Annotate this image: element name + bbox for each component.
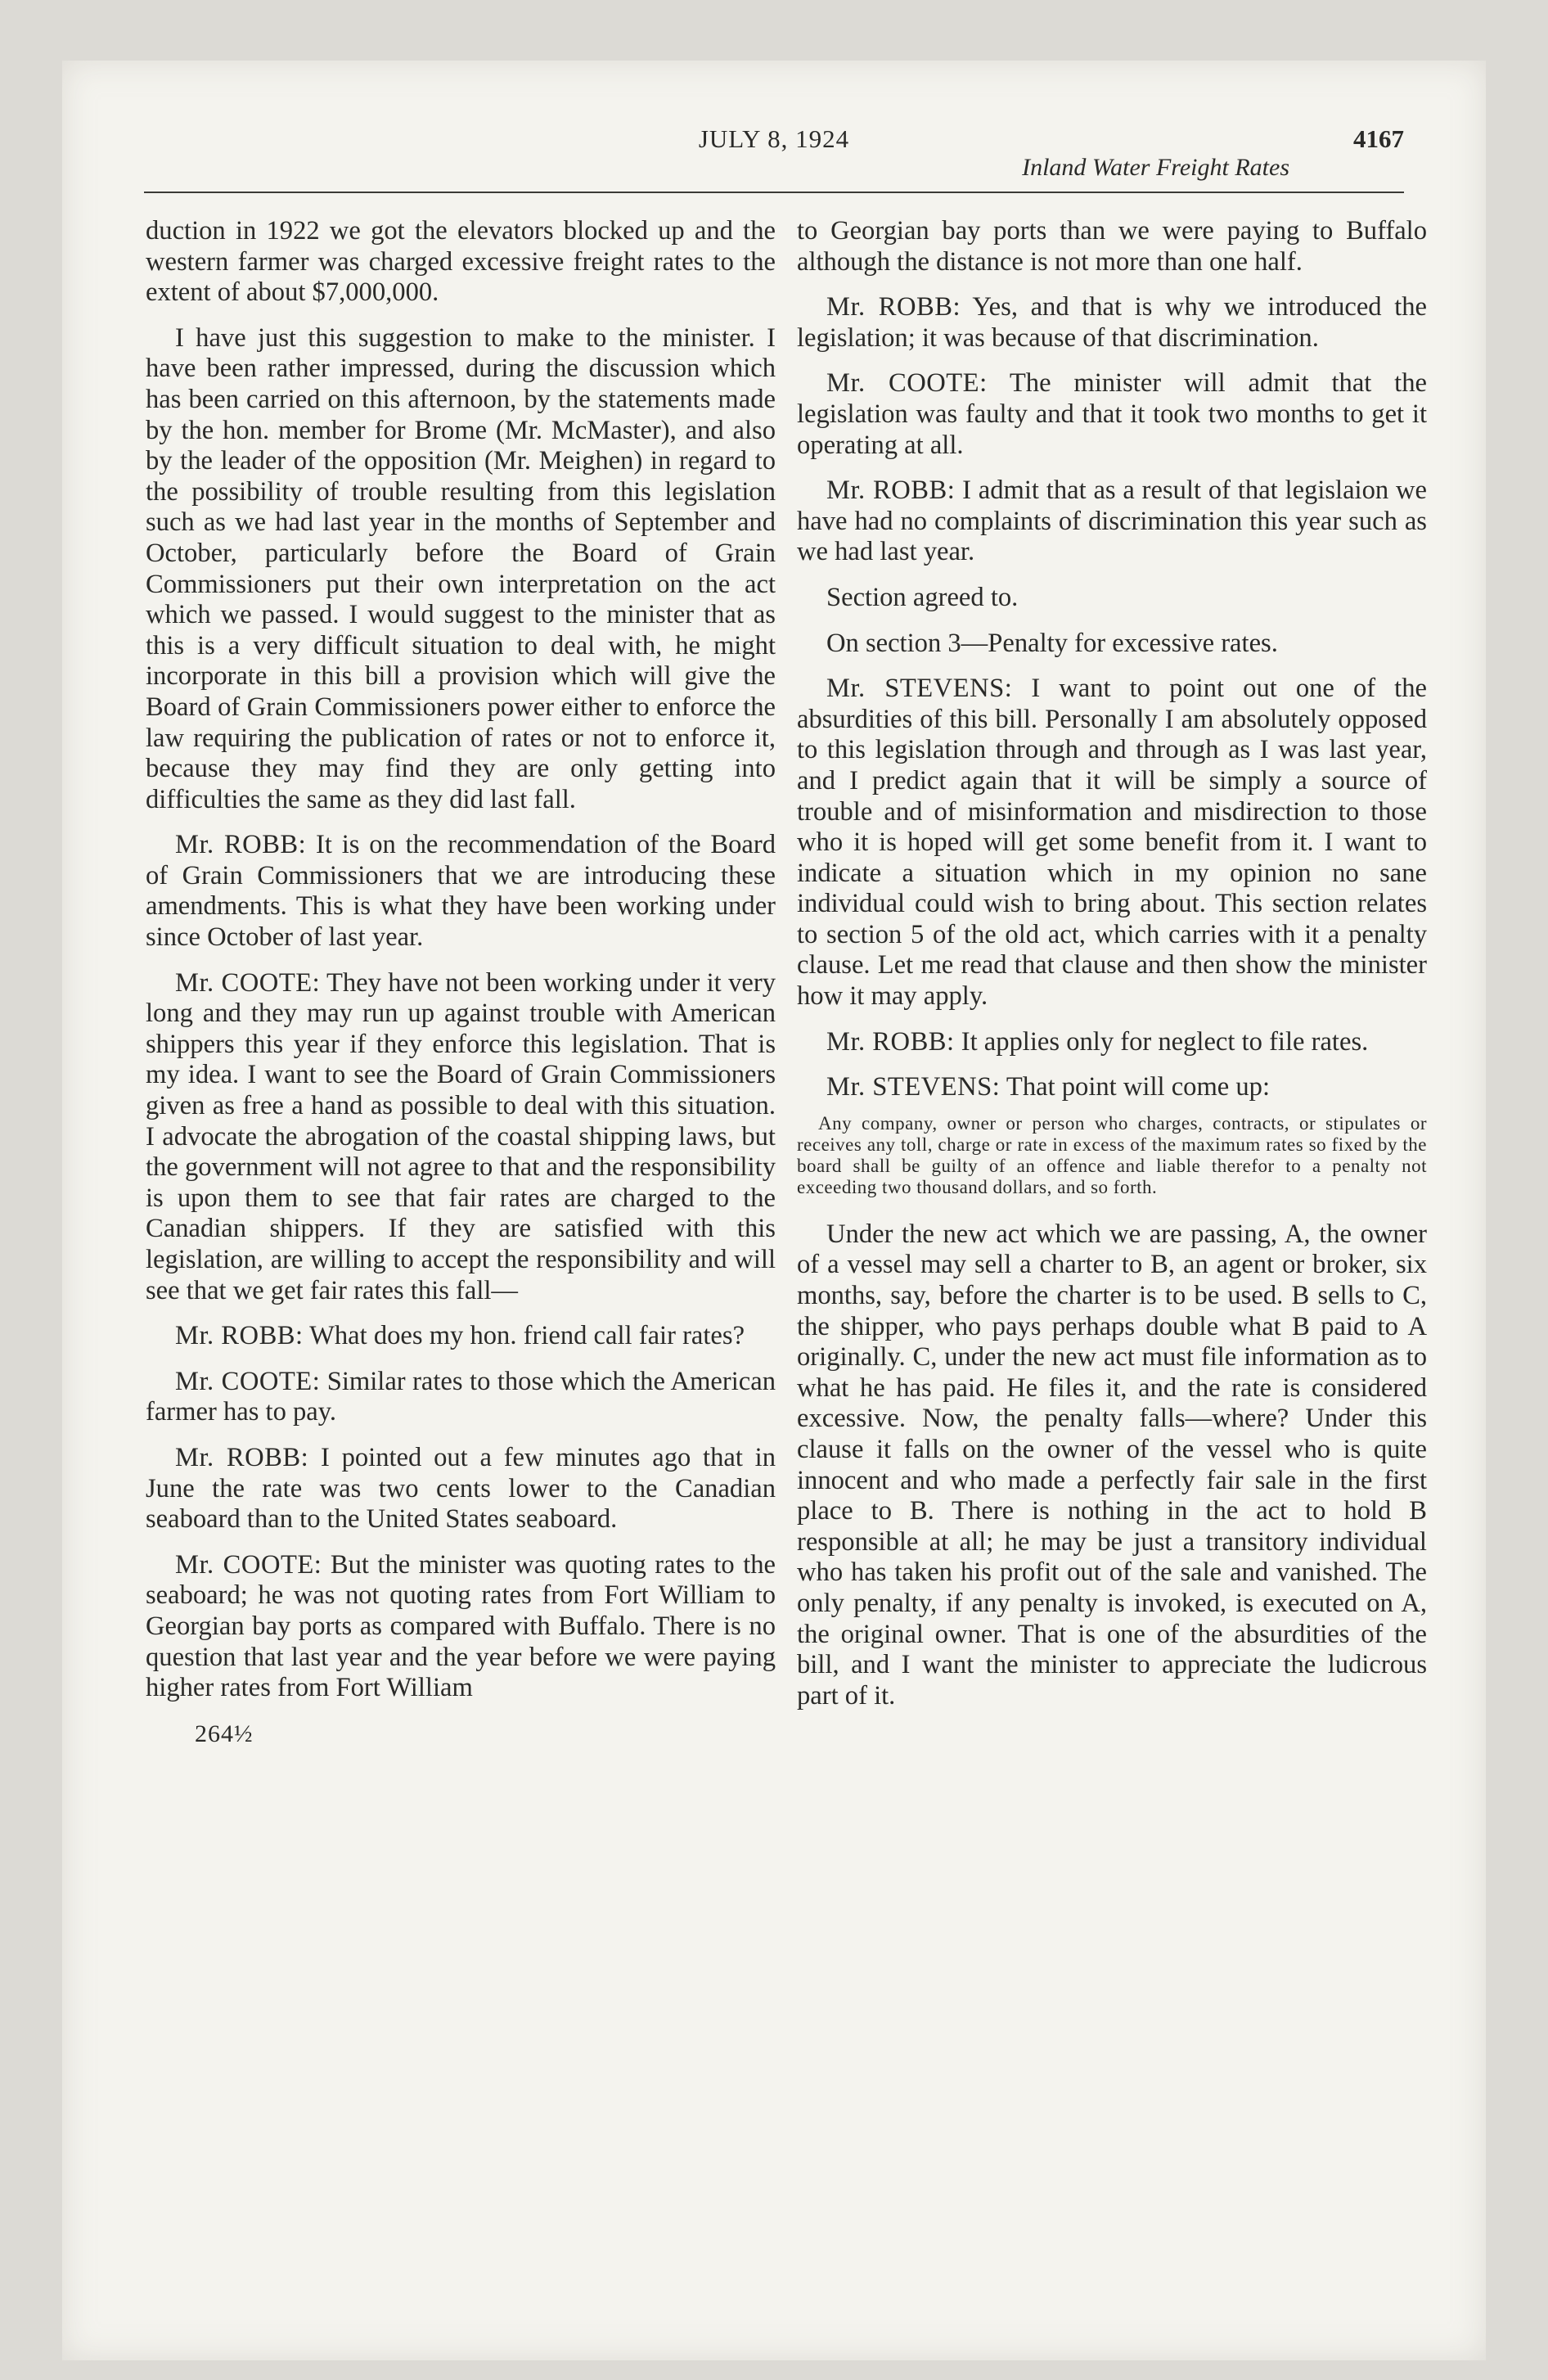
header-rule: [144, 192, 1404, 193]
speech-paragraph: [797, 674, 1427, 1012]
speech-text: It is on the recommendation of the Board of Grain Commissioners that we are introducing these amendments. This is what they have been working under since October of last year.: [146, 830, 776, 953]
speech-paragraph: [146, 1550, 776, 1704]
speech-paragraph: [797, 1027, 1427, 1058]
header-date: JULY 8, 1924: [698, 124, 850, 153]
header-section-title: Inland Water Freight Rates: [1022, 154, 1289, 181]
speech-paragraph: [146, 1443, 776, 1535]
speech-text: Similar rates to those which the American farmer has to pay.: [146, 1366, 776, 1427]
speech-paragraph: [797, 1072, 1427, 1103]
speaker-name: Mr. COOTE:: [175, 1366, 321, 1396]
header-page-number: 4167: [1353, 124, 1404, 153]
speech-paragraph: [797, 368, 1427, 461]
paragraph: duction in 1922 we got the elevators blocked up and the western farmer was charged excessive freight rates to the extent of about $7,000,000.: [146, 216, 776, 308]
speech-paragraph: [797, 292, 1427, 354]
speaker-name: Mr. ROBB:: [826, 292, 961, 322]
right-column: [797, 216, 1427, 1726]
speaker-name: Mr. ROBB:: [175, 830, 307, 860]
paragraph: Under the new act which we are passing, A, the owner of a vessel may sell a charter to B, an agent or broker, six months, say, before the charter is to be used. B sells to C, the shipper, who pays perhaps double what B paid to A originally. C, under the new act must file information as to what he has paid. He files it, and the rate is considered excessive. Now, the penalty falls—where? Under this clause it falls on the owner of the vessel who is quite innocent and who made a perfectly fair sale in the first place to B. There is nothing in the act to hold B responsible at all; he may be just a transitory individual who has taken his profit out of the sale and vanished. The only penalty, if any penalty is invoked, is executed on A, the original owner. That is one of the absurdities of the bill, and I want the minister to appreciate the ludicrous part of it.: [797, 1219, 1427, 1711]
speaker-name: Mr. ROBB:: [826, 1026, 955, 1057]
speech-text: They have not been working under it very long and they may run up against trouble with American shippers this year if they enforce this legislation. That is my idea. I want to see the Board of Grain Commissioners given as free a hand as possible to deal with this situation. I advocate the abrogation of the coastal shipping laws, but the government will not agree to that and the responsibility is upon them to see that fair rates are charged to the Canadian shippers. If they are satisfied with this legislation, are willing to accept the responsibility and will see that we get fair rates this fall—: [146, 967, 776, 1305]
document-page: [62, 61, 1486, 2360]
speaker-name: Mr. STEVENS:: [826, 1072, 1001, 1102]
left-column: [146, 216, 776, 1749]
speaker-name: Mr. COOTE:: [826, 368, 988, 399]
block-quote: Any company, owner or person who charges, contracts, or stipulates or receives any toll, charge or rate in excess of the maximum rates so fixed by the board shall be guilty of an offence and liable therefor to a penalty not exceeding two thousand dollars, and so forth.: [797, 1112, 1427, 1197]
speech-text: What does my hon. friend call fair rates?: [303, 1321, 745, 1351]
speech-text: I admit that as a result of that legislaion we have had no complaints of discrimination this year such as we had last year.: [797, 476, 1427, 567]
speech-text: That point will come up:: [1000, 1072, 1271, 1102]
speech-text: I pointed out a few minutes ago that in June the rate was two cents lower to the Canadian seaboard than to the United States seaboard.: [146, 1442, 776, 1535]
paragraph: I have just this suggestion to make to the minister. I have been rather impressed, during the discussion which has been carried on this afternoon, by the statements made by the hon. member for Brome (Mr. McMaster), and also by the leader of the opposition (Mr. Meighen) in regard to the possibility of trouble resulting from this legislation such as we had last year in the months of September and October, particularly before the Board of Grain Commissioners put their own interpretation on the act which we passed. I would suggest to the minister that as this is a very difficult situation to deal with, he might incorporate in this bill a provision which will give the Board of Grain Commissioners power either to enforce the law requiring the publication of rates or not to enforce it, because they may find they are only getting into difficulties the same as they did last fall.: [146, 322, 776, 814]
speaker-name: Mr. ROBB:: [175, 1442, 309, 1472]
speech-paragraph: [146, 830, 776, 953]
paragraph: On section 3—Penalty for excessive rates.: [826, 628, 1278, 658]
speaker-name: Mr. ROBB:: [175, 1321, 304, 1351]
speech-paragraph: [146, 968, 776, 1307]
speaker-name: Mr. STEVENS:: [826, 674, 1013, 704]
speech-text: But the minister was quoting rates to the seaboard; he was not quoting rates from Fort William to Georgian bay ports as compared with Buffalo. There is no question that last year and the year before we were paying higher rates from Fort William: [146, 1549, 776, 1703]
speaker-name: Mr. COOTE:: [175, 967, 321, 998]
speech-paragraph: [146, 1321, 776, 1352]
speech-text: The minister will admit that the legislation was faulty and that it took two months to get it operating at all.: [797, 368, 1427, 460]
running-header: [144, 118, 1404, 192]
speech-text: I want to point out one of the absurdities of this bill. Personally I am absolutely opposed to this legislation through and through as I was last year, and I predict again that it will be simply a source of trouble and of misinformation and misdirection to those who it is hoped will get some benefit from it. I want to indicate a situation which in my opinion no sane individual could wish to bring about. This section relates to section 5 of the old act, which carries with it a penalty clause. Let me read that clause and then show the minister how it may apply.: [797, 674, 1427, 1012]
speech-paragraph: [146, 1367, 776, 1428]
speaker-name: Mr. ROBB:: [826, 476, 956, 506]
speech-paragraph: [797, 476, 1427, 568]
paragraph: Section agreed to.: [826, 582, 1019, 612]
paragraph: to Georgian bay ports than we were paying to Buffalo although the distance is not more than one half.: [797, 216, 1427, 277]
speech-text: Yes, and that is why we introduced the legislation; it was because of that discrimination.: [797, 292, 1427, 353]
speaker-name: Mr. COOTE:: [175, 1549, 322, 1580]
folio-mark: 264½: [195, 1720, 254, 1747]
speech-text: It applies only for neglect to file rates.: [954, 1026, 1369, 1057]
